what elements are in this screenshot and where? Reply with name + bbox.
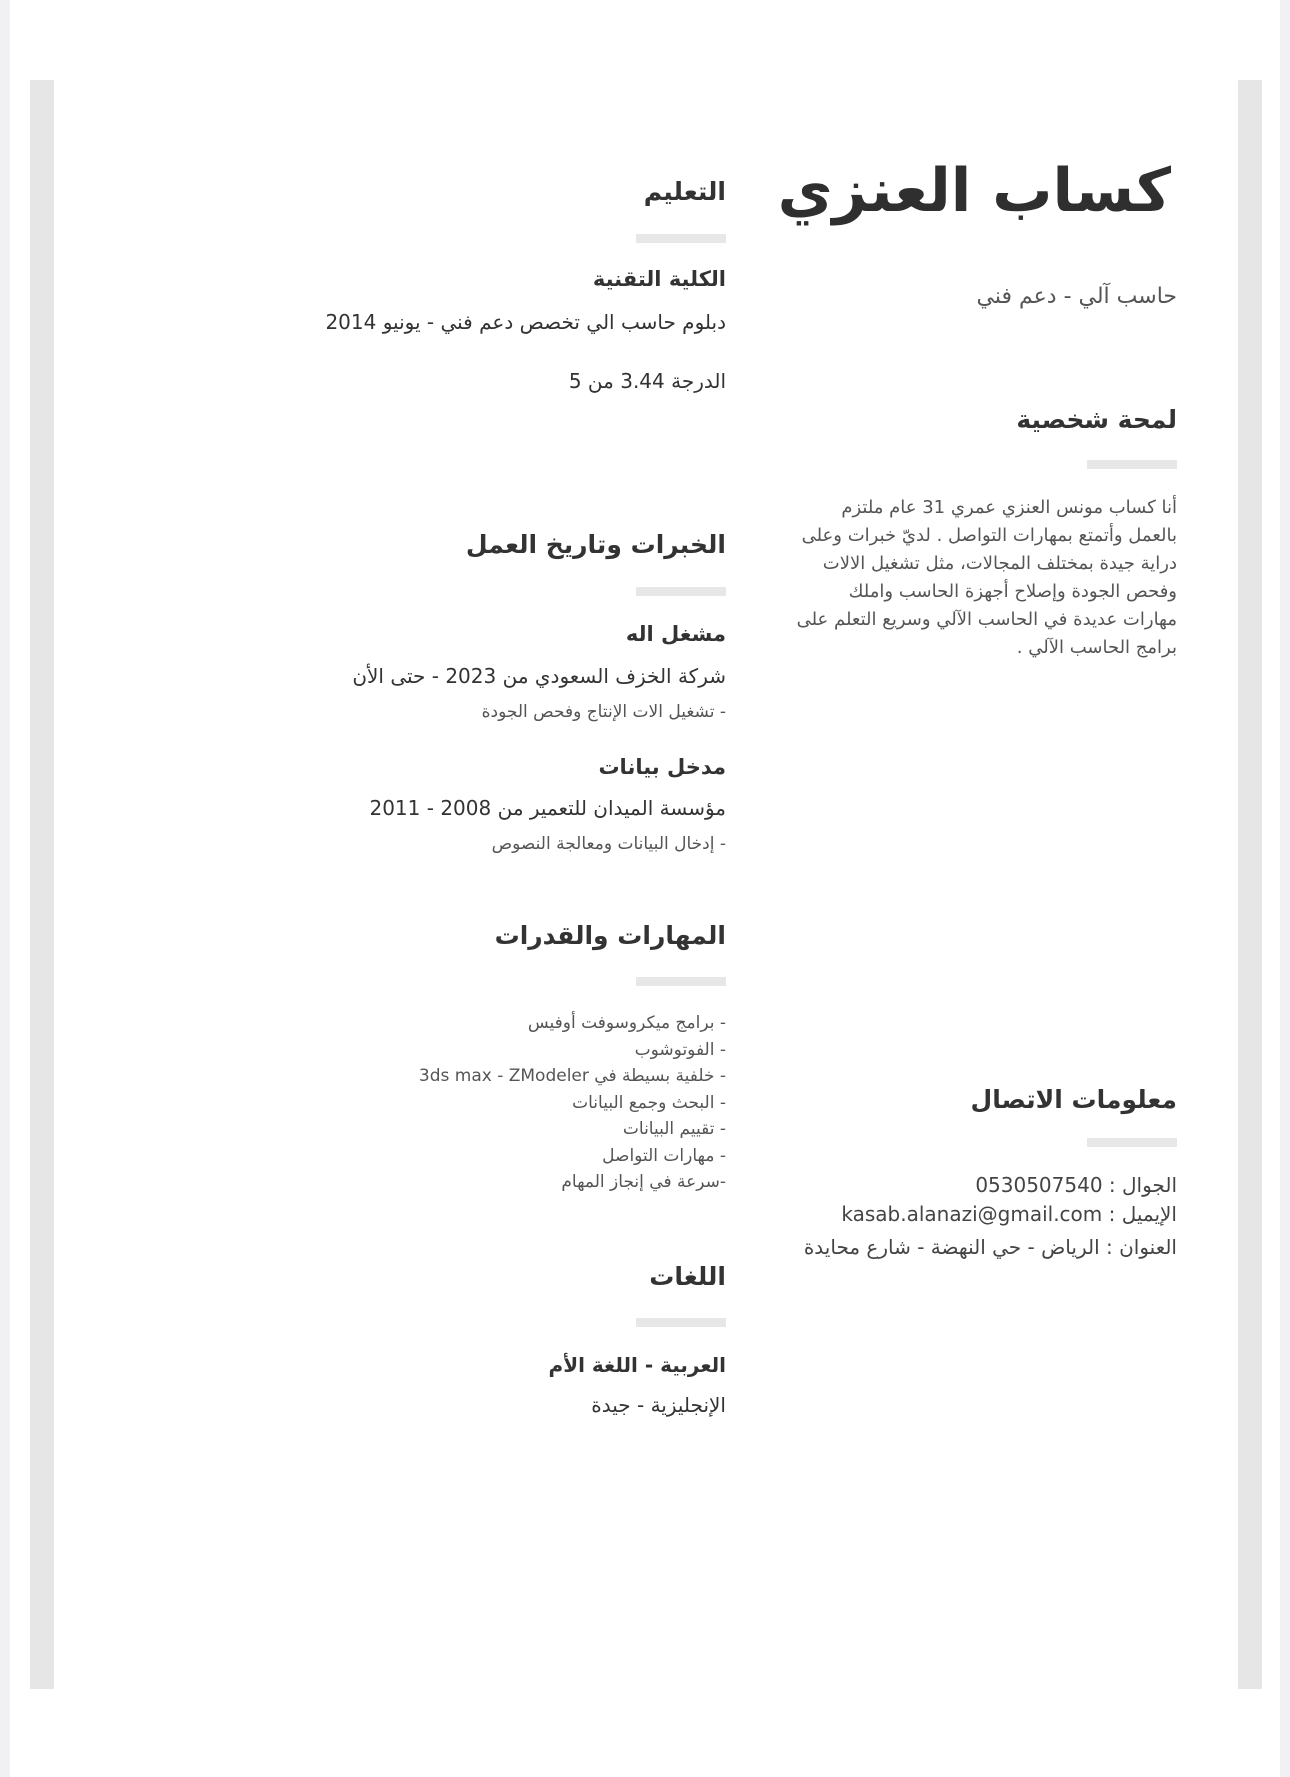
experience-rule xyxy=(636,587,726,596)
language-item: العربية - اللغة الأم xyxy=(548,1353,726,1377)
contact-rule xyxy=(1087,1138,1177,1147)
left-column xyxy=(265,0,726,1777)
skills-heading: المهارات والقدرات xyxy=(494,921,726,950)
job-company: مؤسسة الميدان للتعمير من 2008 - 2011 xyxy=(369,796,726,820)
job-company: شركة الخزف السعودي من 2023 - حتى الأن xyxy=(352,664,726,688)
contact-heading: معلومات الاتصال xyxy=(970,1085,1177,1114)
skill-item: -سرعة في إنجاز المهام xyxy=(561,1172,726,1192)
right-decor-bar xyxy=(1238,80,1262,1689)
contact-phone: الجوال : 0530507540 xyxy=(975,1173,1177,1197)
experience-heading: الخبرات وتاريخ العمل xyxy=(465,530,726,559)
skill-item: - برامج ميكروسوفت أوفيس xyxy=(527,1013,726,1033)
skill-item: - خلفية بسيطة في 3ds max - ZModeler xyxy=(418,1066,726,1086)
skill-item: - البحث وجمع البيانات xyxy=(572,1092,726,1113)
profile-rule xyxy=(1087,460,1177,469)
languages-heading: اللغات xyxy=(649,1262,726,1291)
job-description: - تشغيل الات الإنتاج وفحص الجودة xyxy=(481,702,726,722)
skills-rule xyxy=(636,977,726,986)
skill-item: - مهارات التواصل xyxy=(602,1145,726,1166)
education-heading: التعليم xyxy=(643,177,726,206)
languages-rule xyxy=(636,1318,726,1327)
right-column xyxy=(777,0,1177,1777)
contact-address: العنوان : الرياض - حي النهضة - شارع محايدة xyxy=(803,1235,1177,1259)
profile-text: أنا كساب مونس العنزي عمري 31 عام ملتزم بالعمل وأتمتع بمهارات التواصل . لديّ خبرات وعلى دراية جيدة بمختلف المجالات، مثل تشغيل الالات وفحص الجودة وإصلاح أجهزة الحاسب واملك مهارات عديدة في الحاسب الآلي وسريع التعلم على برامج الحاسب الآلي . xyxy=(796,497,1177,658)
resume-page xyxy=(10,0,1280,1777)
education-rule xyxy=(636,234,726,243)
profile-heading: لمحة شخصية xyxy=(1016,405,1177,434)
job-role: مشغل اله xyxy=(625,622,726,646)
candidate-title: حاسب آلي - دعم فني xyxy=(976,284,1177,309)
skills-list xyxy=(419,1010,726,1196)
education-school: الكلية التقنية xyxy=(592,267,726,291)
skill-item: - تقييم البيانات xyxy=(622,1119,726,1139)
left-decor-bar xyxy=(30,80,54,1689)
contact-email: الإيميل : kasab.alanazi@gmail.com xyxy=(841,1202,1177,1226)
candidate-name: كساب العنزي xyxy=(777,156,1171,226)
job-description: - إدخال البيانات ومعالجة النصوص xyxy=(491,834,726,854)
skill-item: - الفوتوشوب xyxy=(634,1039,726,1060)
education-grade: الدرجة 3.44 من 5 xyxy=(568,369,726,393)
language-item: الإنجليزية - جيدة xyxy=(591,1393,726,1417)
education-degree: دبلوم حاسب الي تخصص دعم فني - يونيو 2014 xyxy=(325,310,726,334)
job-role: مدخل بيانات xyxy=(598,755,726,779)
